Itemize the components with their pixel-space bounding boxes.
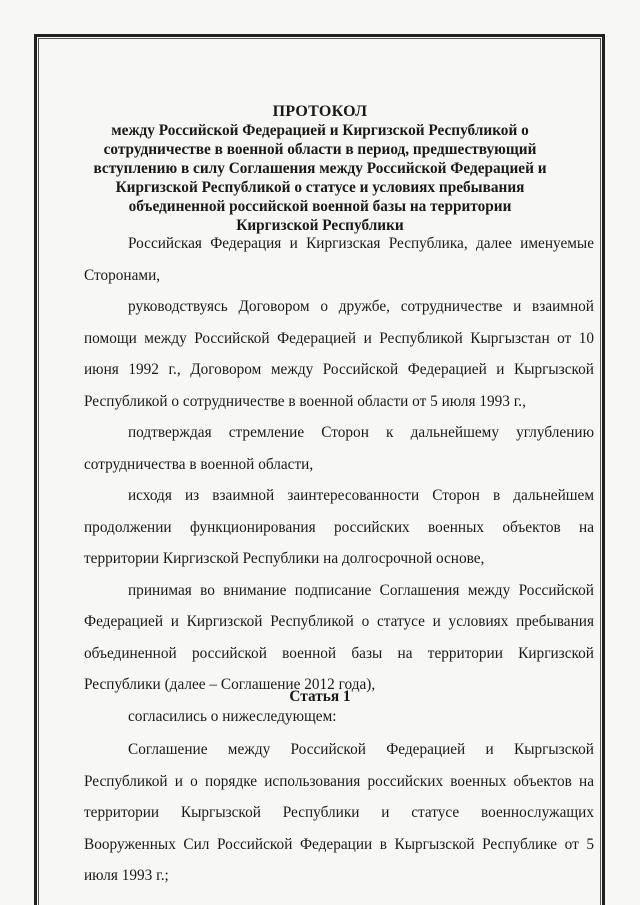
preamble-paragraph: подтверждая стремление Сторон к дальнейшему углублению сотрудничества в военной области, xyxy=(84,424,594,473)
protocol-heading xyxy=(80,102,560,235)
preamble-paragraph: согласились о нижеследующем: xyxy=(128,707,337,725)
protocol-subtitle-line: объединенной российской военной базы на территории xyxy=(128,198,512,215)
preamble-paragraph: Российская Федерация и Киргизская Республика, далее именуемые Сторонами, xyxy=(84,235,594,284)
preamble-paragraph: исходя из взаимной заинтересованности Сторон в дальнейшем продолжении функционирования российских военных объектов на территории Киргизской Республики на долгосрочной основе, xyxy=(84,487,594,567)
preamble-paragraph: принимая во внимание подписание Соглашения между Российской Федерацией и Киргизской Республикой о статусе и условиях пребывания объединенной российской военной базы на территории Киргизской Республики (далее – Соглашение 2012 года), xyxy=(84,581,594,693)
preamble-paragraph: руководствуясь Договором о дружбе, сотрудничестве и взаимной помощи между Российской Федерацией и Республикой Кыргызстан от 10 июня 1992 г., Договором между Российской Федерацией и Кыргызской Республикой о сотрудничестве в военной области от 5 июля 1993 г., xyxy=(84,298,594,410)
article-1-body xyxy=(84,734,594,892)
protocol-subtitle-line: вступлению в силу Соглашения между Российской Федерацией и xyxy=(93,160,547,177)
protocol-subtitle-line: сотрудничестве в военной области в период, предшествующий xyxy=(103,141,537,158)
protocol-subtitle-line: Киргизской Республикой о статусе и условиях пребывания xyxy=(115,179,525,196)
protocol-title: ПРОТОКОЛ xyxy=(272,103,368,120)
article-1-paragraph: Соглашение между Российской Федерацией и Кыргызской Республикой и о порядке использования российских военных объектов на территории Кыргызской Республики и статусе военнослужащих Вооруженных Сил Российской Федерации в Кыргызской Республике от 5 июля 1993 г.; xyxy=(84,741,594,884)
protocol-subtitle-line: Киргизской Республики xyxy=(236,217,404,234)
preamble xyxy=(84,228,594,732)
article-1-title: Статья 1 xyxy=(289,688,351,705)
protocol-subtitle-line: между Российской Федерацией и Киргизской Республикой о xyxy=(111,122,529,139)
